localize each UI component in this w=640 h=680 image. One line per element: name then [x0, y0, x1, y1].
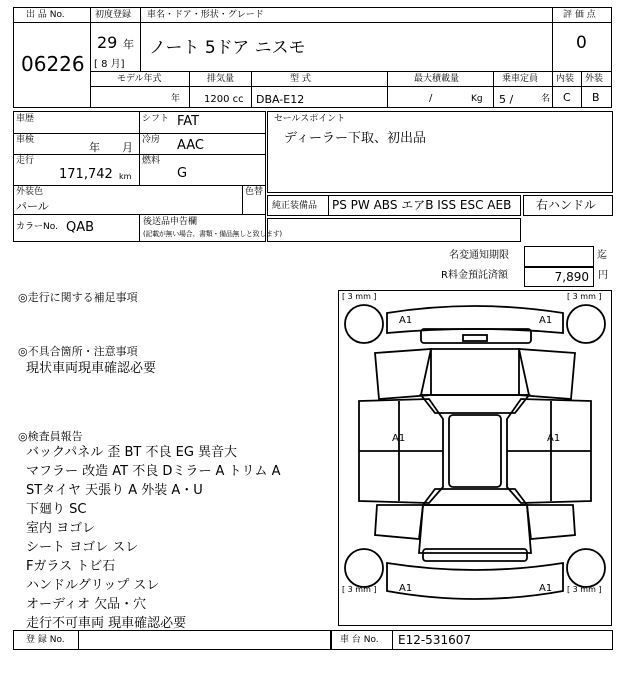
inspection-month: 月	[122, 141, 133, 154]
details-left	[13, 111, 282, 242]
mileage-value: 171,742	[59, 167, 113, 182]
color-no-label: カラーNo.	[16, 222, 58, 232]
inspector-line: オーディオ 欠品・穴	[26, 597, 147, 612]
inspector-line: 走行不可車両 現車確認必要	[26, 616, 187, 631]
color-change-label: 色替	[245, 187, 264, 197]
displacement-label: 排気量	[207, 74, 235, 84]
lot-number: 06226	[21, 52, 85, 76]
chassis-number-label: 車 台 No.	[340, 635, 379, 645]
color-no-value: QAB	[66, 220, 95, 235]
displacement: 1200 cc	[204, 94, 244, 105]
max-load-sep: /	[429, 93, 433, 104]
year-unit: 年	[123, 38, 134, 51]
aftermarket-note: (記載が無い場合、書類・備品無しと致します)	[143, 230, 282, 238]
defects-value: 現状車両現車確認必要	[26, 361, 157, 376]
exterior-label: 外装	[585, 74, 604, 84]
inspection-year: 年	[89, 141, 100, 154]
first-registration-box	[90, 7, 141, 72]
inspection-label: 車検	[16, 135, 35, 145]
inspector-label: ◎検査員報告	[18, 430, 83, 443]
lot-number-label: 出 品 No.	[26, 10, 65, 20]
ac-label: 冷房	[142, 135, 161, 145]
grade-box	[552, 71, 612, 108]
recycle-value: 7,890	[554, 270, 589, 284]
sales-point-label: セールスポイント	[274, 114, 346, 124]
lot-number-box	[13, 7, 91, 108]
inspector-line: バックパネル 歪 BT 不良 EG 異音大	[26, 445, 238, 460]
chassis-number: E12-531607	[398, 633, 471, 647]
tire-depth-front-right: [ 3 mm ]	[567, 292, 602, 301]
score-box	[552, 7, 612, 72]
tire-depth-rear-left: [ 3 mm ]	[342, 585, 377, 594]
damage-mark-front-left: A1	[399, 315, 413, 326]
inspector-line: Fガラス トビ石	[26, 559, 116, 574]
tire-depth-rear-right: [ 3 mm ]	[567, 585, 602, 594]
score-label: 評 価 点	[563, 10, 596, 20]
damage-mark-front-right: A1	[539, 315, 553, 326]
history-label: 車歴	[16, 114, 35, 124]
first-registration-year: 29	[97, 33, 118, 52]
recycle-box	[524, 267, 594, 287]
driving-notes-label: ◎走行に関する補足事項	[18, 291, 138, 304]
damage-mark-rear-left: A1	[399, 583, 413, 594]
exterior-grade: B	[592, 91, 600, 104]
title-change-label: 名変通知期限	[449, 250, 509, 261]
car-name-label: 車名・ドア・形状・グレード	[147, 10, 264, 20]
inspector-line: マフラー 改造 AT 不良 Dミラー A トリム A	[26, 464, 281, 479]
inspector-line: シート ヨゴレ スレ	[26, 540, 139, 555]
type-label: 型 式	[290, 74, 311, 84]
exterior-color-label: 外装色	[16, 187, 44, 197]
car-name: ノート 5ドア ニスモ	[149, 38, 306, 58]
mileage-unit: km	[119, 172, 132, 181]
steering-value: 右ハンドル	[536, 198, 597, 212]
first-registration-month: [ 8 月]	[94, 59, 125, 70]
shift-label: シフト	[142, 114, 170, 124]
capacity-label: 乗車定員	[502, 74, 539, 84]
aftermarket-label: 後送品申告欄	[143, 217, 198, 227]
equipment-label: 純正装備品	[272, 201, 318, 211]
max-load-unit: Kg	[471, 94, 483, 104]
fuel-label: 燃料	[142, 156, 161, 166]
inspector-line: STタイヤ 天張り A 外装 A・U	[26, 483, 203, 498]
interior-grade: C	[563, 91, 571, 104]
equipment-box	[267, 195, 521, 216]
sales-point-box	[267, 111, 613, 193]
model-year-label: モデル年式	[117, 74, 162, 84]
equipment-value: PS PW ABS エアB ISS ESC AEB	[332, 198, 512, 212]
model-year-unit: 年	[171, 94, 181, 104]
specs-row	[90, 71, 553, 108]
exterior-color-value: パール	[16, 200, 49, 213]
recycle-label: R料金預託済額	[441, 270, 508, 281]
inspector-line: 下廻り SC	[26, 502, 87, 517]
steering-box	[523, 195, 613, 216]
title-change-unit: 迄	[597, 250, 607, 261]
first-registration-label: 初度登録	[95, 10, 132, 20]
score: 0	[576, 33, 587, 53]
sales-point-value: ディーラー下取、初出品	[284, 131, 426, 146]
interior-label: 内装	[556, 74, 575, 84]
tire-depth-front-left: [ 3 mm ]	[342, 292, 377, 301]
car-diagram	[338, 290, 612, 626]
type-value: DBA-E12	[256, 93, 305, 106]
car-name-box	[140, 7, 553, 72]
capacity-value: 5 /	[499, 93, 514, 106]
registration-number-box	[13, 630, 331, 650]
mileage-label: 走行	[16, 156, 35, 166]
registration-number-label: 登 録 No.	[26, 635, 65, 645]
defects-label: ◎不具合箇所・注意事項	[18, 345, 138, 358]
extra-box	[267, 218, 521, 242]
fuel-value: G	[177, 166, 188, 181]
inspector-line: ハンドルグリップ スレ	[26, 578, 160, 593]
chassis-number-box	[331, 630, 613, 650]
inspector-line: 室内 ヨゴレ	[26, 521, 96, 536]
damage-mark-right-side: A1	[547, 433, 561, 444]
recycle-unit: 円	[598, 270, 608, 281]
car-outline-drawing	[339, 291, 611, 625]
ac-value: AAC	[177, 138, 204, 153]
damage-mark-left-side: A1	[392, 433, 406, 444]
max-load-label: 最大積載量	[414, 74, 460, 84]
title-change-box	[524, 246, 594, 267]
damage-mark-rear-right: A1	[539, 583, 553, 594]
shift-value: FAT	[177, 114, 200, 129]
capacity-unit: 名	[541, 94, 551, 104]
